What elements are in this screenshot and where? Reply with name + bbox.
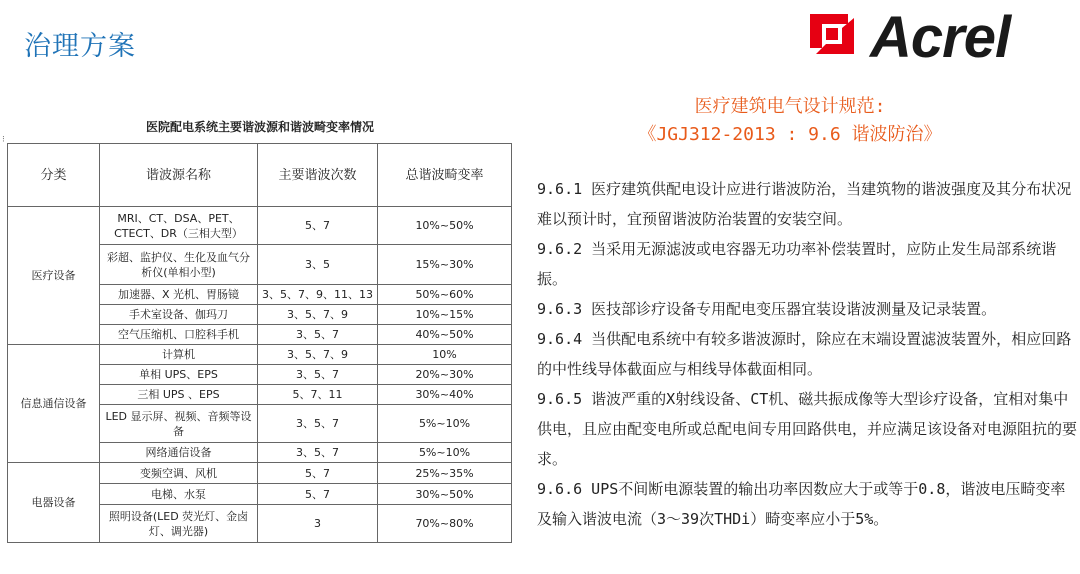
table-row xyxy=(8,345,512,365)
table-row xyxy=(8,463,512,484)
header-source: 谐波源名称 xyxy=(100,144,258,207)
source-cell: 电梯、水泵 xyxy=(100,484,258,505)
thd-cell: 20%~30% xyxy=(378,365,512,385)
thd-cell: 30%~40% xyxy=(378,385,512,405)
header-orders: 主要谐波次数 xyxy=(258,144,378,207)
thd-cell: 50%~60% xyxy=(378,285,512,305)
orders-cell: 3、5、7、9、11、13 xyxy=(258,285,378,305)
source-cell: 单相 UPS、EPS xyxy=(100,365,258,385)
category-cell: 信息通信设备 xyxy=(8,345,100,463)
logo-wordmark: Acrel xyxy=(870,5,1011,70)
orders-cell: 5、7、11 xyxy=(258,385,378,405)
thd-cell: 30%~50% xyxy=(378,484,512,505)
orders-cell: 3、5、7、9 xyxy=(258,345,378,365)
standard-title: 医疗建筑电气设计规范: xyxy=(694,96,886,117)
clause-list xyxy=(537,174,1077,534)
slide-title: 治理方案 xyxy=(24,31,136,62)
orders-cell: 5、7 xyxy=(258,484,378,505)
header-category: 分类 xyxy=(8,144,100,207)
category-cell: 医疗设备 xyxy=(8,207,100,345)
source-cell: 空气压缩机、口腔科手机 xyxy=(100,325,258,345)
source-cell: 变频空调、风机 xyxy=(100,463,258,484)
clause-9-6-1: 9.6.1 医疗建筑供配电设计应进行谐波防治，当建筑物的谐波强度及其分布状况难以预计时，宜预留谐波防治装置的安装空间。 xyxy=(537,180,1072,228)
orders-cell: 5、7 xyxy=(258,207,378,245)
clause-9-6-4: 9.6.4 当供配电系统中有较多谐波源时，除应在末端设置滤波装置外，相应回路的中性线导体截面应与相线导体截面相同。 xyxy=(537,330,1072,378)
category-cell: 电器设备 xyxy=(8,463,100,543)
thd-cell: 25%~35% xyxy=(378,463,512,484)
thd-cell: 10% xyxy=(378,345,512,365)
source-cell: 照明设备(LED 荧光灯、金卤灯、调光器) xyxy=(100,505,258,543)
standard-subtitle: 《JGJ312-2013 : 9.6 谐波防治》 xyxy=(638,124,942,145)
thd-cell: 5%~10% xyxy=(378,405,512,443)
thd-cell: 10%~15% xyxy=(378,305,512,325)
source-cell: 手术室设备、伽玛刀 xyxy=(100,305,258,325)
clause-9-6-6: 9.6.6 UPS不间断电源装置的输出功率因数应大于或等于0.8，谐波电压畸变率及输入谐波电流（3～39次THDi）畸变率应小于5%。 xyxy=(537,480,1066,528)
orders-cell: 3、5、7 xyxy=(258,325,378,345)
thd-cell: 70%~80% xyxy=(378,505,512,543)
orders-cell: 3 xyxy=(258,505,378,543)
thd-cell: 40%~50% xyxy=(378,325,512,345)
source-cell: MRI、CT、DSA、PET、CTECT、DR（三相大型） xyxy=(100,207,258,245)
source-cell: 计算机 xyxy=(100,345,258,365)
orders-cell: 3、5、7 xyxy=(258,443,378,463)
clause-9-6-2: 9.6.2 当采用无源滤波或电容器无功功率补偿装置时，应防止发生局部系统谐振。 xyxy=(537,240,1057,288)
acrel-logo xyxy=(808,5,1068,70)
source-cell: LED 显示屏、视频、音频等设备 xyxy=(100,405,258,443)
thd-cell: 5%~10% xyxy=(378,443,512,463)
orders-cell: 3、5、7 xyxy=(258,365,378,385)
thd-cell: 10%~50% xyxy=(378,207,512,245)
orders-cell: 3、5 xyxy=(258,245,378,285)
table-title: 医院配电系统主要谐波源和谐波畸变率情况 xyxy=(145,120,374,134)
logo-mark-icon xyxy=(808,10,868,58)
source-cell: 三相 UPS 、EPS xyxy=(100,385,258,405)
source-cell: 网络通信设备 xyxy=(100,443,258,463)
clause-9-6-3: 9.6.3 医技部诊疗设备专用配电变压器宜装设谐波测量及记录装置。 xyxy=(537,300,997,318)
source-cell: 加速器、X 光机、胃肠镜 xyxy=(100,285,258,305)
thd-cell: 15%~30% xyxy=(378,245,512,285)
harmonic-table xyxy=(7,143,512,543)
orders-cell: 3、5、7 xyxy=(258,405,378,443)
header-thd: 总谐波畸变率 xyxy=(378,144,512,207)
clause-9-6-5: 9.6.5 谐波严重的X射线设备、CT机、磁共振成像等大型诊疗设备，宜相对集中供电，且应由配变电所或总配电间专用回路供电，并应满足该设备对电源阻抗的要求。 xyxy=(537,390,1078,468)
table-row xyxy=(8,207,512,245)
table-header-row xyxy=(8,144,512,207)
source-cell: 彩超、监护仪、生化及血气分析仪(单相小型) xyxy=(100,245,258,285)
orders-cell: 3、5、7、9 xyxy=(258,305,378,325)
orders-cell: 5、7 xyxy=(258,463,378,484)
table-corner-mark: ⁝ xyxy=(2,135,5,145)
